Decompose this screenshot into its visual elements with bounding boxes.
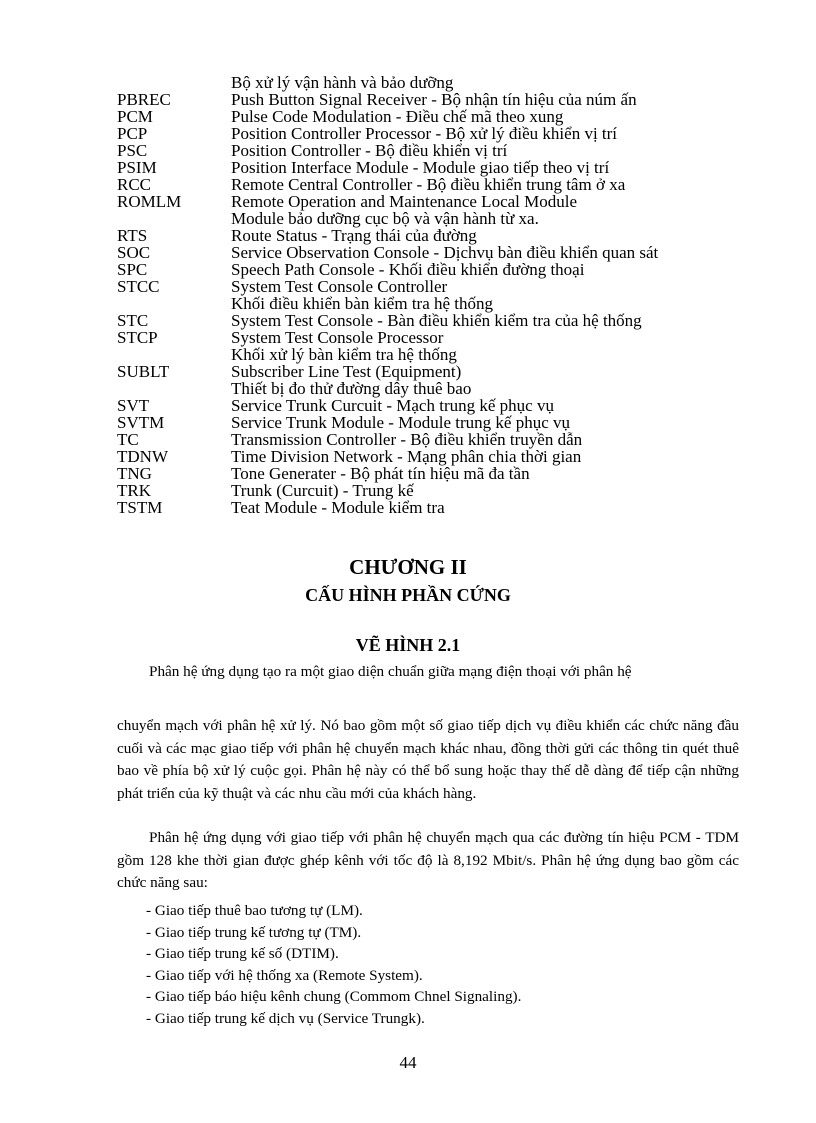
abbreviation-key: PCP — [117, 124, 148, 143]
list-item: - Giao tiếp trung kế tương tự (TM). — [146, 923, 362, 941]
paragraph-intro: Phân hệ ứng dụng tạo ra một giao diện chuẩn giữa mạng điện thoại với phân hệ — [149, 663, 632, 680]
list-item: - Giao tiếp trung kế dịch vụ (Service Trungk). — [146, 1009, 425, 1027]
abbreviation-row — [117, 176, 757, 193]
chapter-title: CHƯƠNG II — [349, 555, 467, 579]
abbreviation-description: System Test Console Controller — [231, 277, 448, 296]
abbreviation-key: STCC — [117, 277, 160, 296]
abbreviation-key: PCM — [117, 107, 153, 126]
abbreviation-key: TSTM — [117, 498, 163, 517]
abbreviation-description: System Test Console - Bàn điều khiển kiểm tra của hệ thống — [231, 311, 642, 330]
abbreviation-description: Remote Operation and Maintenance Local Module — [231, 192, 578, 211]
abbreviation-row — [117, 346, 757, 363]
chapter-subtitle: CẤU HÌNH PHẦN CỨNG — [305, 585, 511, 605]
abbreviation-description: Khối điều khiển bàn kiểm tra hệ thống — [231, 294, 494, 313]
paragraph-continuation: chuyển mạch với phân hệ xử lý. Nó bao gồm một số giao tiếp dịch vụ điều khiển các chức năng đầu cuối và các mạc giao tiếp với phân hệ chuyển mạch khác nhau, đồng thời gửi các thông tin quét thuê bao về phía bộ xử lý cuộc gọi. Phân hệ này có thể bổ sung hoặc thay thế dễ dàng để tiếp cận những phát triển của kỹ thuật và các nhu cầu mới của khách hàng. — [117, 717, 739, 802]
abbreviation-key: STCP — [117, 328, 158, 347]
abbreviation-row — [117, 363, 757, 380]
list-item: - Giao tiếp báo hiệu kênh chung (Commom Chnel Signaling). — [146, 988, 522, 1006]
abbreviation-row — [117, 193, 757, 210]
abbreviation-row — [117, 448, 757, 465]
abbreviation-row — [117, 74, 757, 91]
abbreviation-description: Speech Path Console - Khối điều khiển đường thoại — [231, 260, 585, 279]
abbreviation-key: PSIM — [117, 158, 157, 177]
abbreviation-row — [117, 295, 757, 312]
page-number: 44 — [399, 1053, 417, 1072]
abbreviation-key — [117, 346, 231, 363]
abbreviation-row — [117, 482, 757, 499]
abbreviation-description: Position Controller Processor - Bộ xử lý điều khiển vị trí — [231, 124, 618, 143]
abbreviation-description: Bộ xử lý vận hành và bảo dưỡng — [231, 73, 454, 92]
abbreviation-row — [117, 329, 757, 346]
abbreviation-row — [117, 397, 757, 414]
abbreviation-key: SUBLT — [117, 362, 170, 381]
abbreviation-key — [117, 210, 231, 227]
abbreviation-key: ROMLM — [117, 192, 182, 211]
abbreviation-description: Remote Central Controller - Bộ điều khiển trung tâm ở xa — [231, 175, 626, 194]
abbreviation-row — [117, 499, 757, 516]
abbreviation-description: Route Status - Trạng thái của đường — [231, 226, 477, 245]
figure-title: VẼ HÌNH 2.1 — [355, 635, 461, 655]
abbreviation-row — [117, 431, 757, 448]
abbreviation-key: PSC — [117, 141, 148, 160]
abbreviation-row — [117, 278, 757, 295]
abbreviation-row — [117, 108, 757, 125]
abbreviation-row — [117, 210, 757, 227]
abbreviation-description: Position Interface Module - Module giao tiếp theo vị trí — [231, 158, 610, 177]
abbreviation-row — [117, 244, 757, 261]
abbreviation-key: SVT — [117, 396, 150, 415]
abbreviation-description: Subscriber Line Test (Equipment) — [231, 362, 462, 381]
abbreviation-key: TNG — [117, 464, 152, 483]
abbreviation-key: TRK — [117, 481, 151, 500]
abbreviation-description: Service Trunk Curcuit - Mạch trung kế phục vụ — [231, 396, 554, 415]
abbreviation-description: Module bảo dưỡng cục bộ và vận hành từ xa. — [231, 209, 539, 228]
abbreviation-row — [117, 91, 757, 108]
abbreviation-row — [117, 125, 757, 142]
abbreviation-key: TDNW — [117, 447, 168, 466]
abbreviation-key — [117, 380, 231, 397]
abbreviation-description: Push Button Signal Receiver - Bộ nhận tín hiệu của núm ấn — [231, 90, 637, 109]
abbreviation-description: Tone Generater - Bộ phát tín hiệu mã đa tần — [231, 464, 530, 483]
abbreviation-key: SOC — [117, 243, 151, 262]
abbreviation-key: SPC — [117, 260, 148, 279]
abbreviation-description: System Test Console Processor — [231, 328, 444, 347]
abbreviation-list — [117, 74, 757, 516]
abbreviation-description: Transmission Controller - Bộ điều khiển truyền dẫn — [231, 430, 583, 449]
abbreviation-row — [117, 380, 757, 397]
abbreviation-description: Teat Module - Module kiểm tra — [231, 498, 445, 517]
abbreviation-description: Time Division Network - Mạng phân chia thời gian — [231, 447, 582, 466]
abbreviation-description: Service Trunk Module - Module trung kế phục vụ — [231, 413, 571, 432]
abbreviation-key: RTS — [117, 226, 148, 245]
abbreviation-description: Pulse Code Modulation - Điều chế mã theo xung — [231, 107, 564, 126]
abbreviation-key: STC — [117, 311, 149, 330]
abbreviation-description: Thiết bị đo thử đường dây thuê bao — [231, 379, 472, 398]
abbreviation-row — [117, 465, 757, 482]
abbreviation-row — [117, 312, 757, 329]
abbreviation-description: Position Controller - Bộ điều khiển vị trí — [231, 141, 508, 160]
abbreviation-description: Trunk (Curcuit) - Trung kế — [231, 481, 414, 500]
abbreviation-key — [117, 295, 231, 312]
abbreviation-description: Khối xử lý bàn kiểm tra hệ thống — [231, 345, 457, 364]
function-list — [146, 900, 521, 1030]
abbreviation-key: TC — [117, 430, 139, 449]
abbreviation-key: RCC — [117, 175, 152, 194]
abbreviation-row — [117, 414, 757, 431]
list-item: - Giao tiếp thuê bao tương tự (LM). — [146, 902, 363, 919]
list-item: - Giao tiếp với hệ thống xa (Remote System). — [146, 966, 423, 984]
abbreviation-key — [117, 74, 231, 91]
paragraph-functions: Phân hệ ứng dụng với giao tiếp với phân hệ chuyển mạch qua các đường tín hiệu PCM - TDM gồm 128 khe thời gian được ghép kênh với tốc độ là 8,192 Mbit/s. Phân hệ ứng dụng bao gồm các chức năng sau: — [117, 829, 739, 891]
abbreviation-description: Service Observation Console - Dịchvụ bàn điều khiển quan sát — [231, 243, 659, 262]
abbreviation-row — [117, 261, 757, 278]
abbreviation-row — [117, 159, 757, 176]
abbreviation-row — [117, 227, 757, 244]
list-item: - Giao tiếp trung kế số (DTIM). — [146, 945, 339, 963]
abbreviation-key: SVTM — [117, 413, 165, 432]
abbreviation-key: PBREC — [117, 90, 171, 109]
abbreviation-row — [117, 142, 757, 159]
